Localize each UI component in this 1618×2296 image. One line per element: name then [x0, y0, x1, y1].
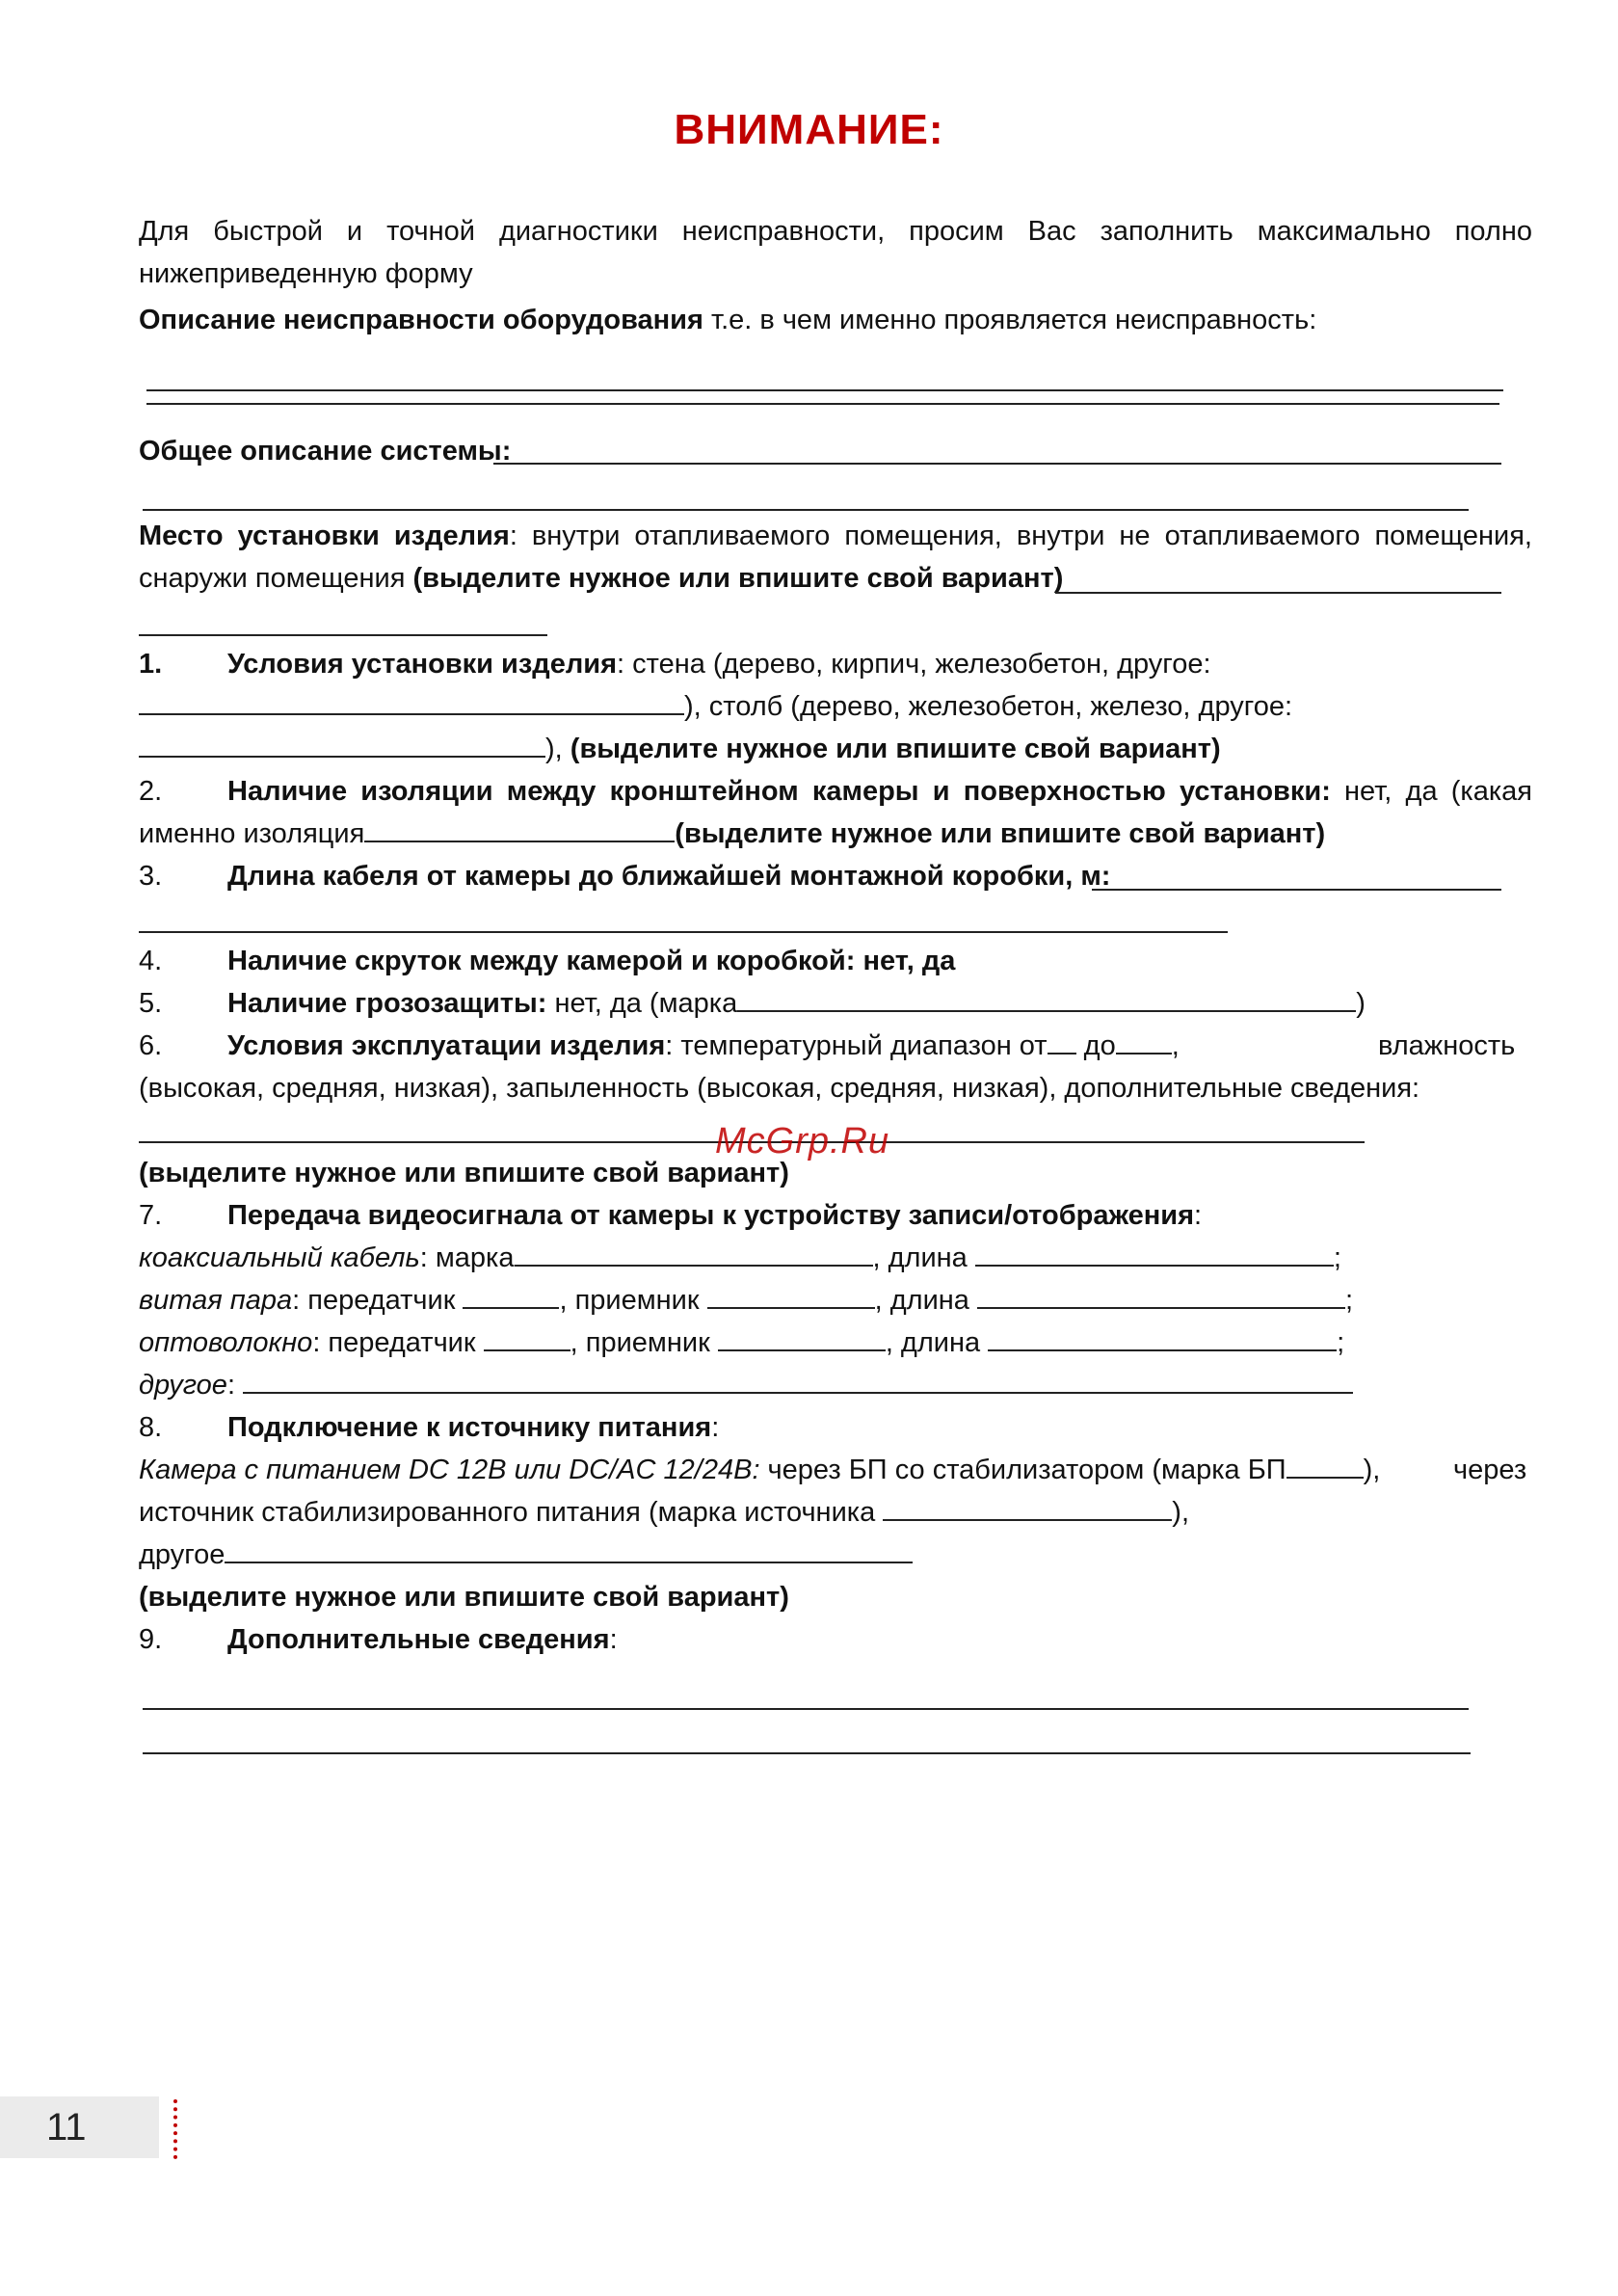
- coax-length-label: , длина: [872, 1242, 975, 1273]
- item-6-line-2: (высокая, средняя, низкая), запыленность (высокая, средняя, низкая), дополнительные сведения:: [139, 1073, 1420, 1104]
- item-7-number: 7.: [139, 1200, 163, 1231]
- fiber-label: оптоволокно: [139, 1327, 313, 1358]
- twisted-transmitter-label: : передатчик: [292, 1285, 464, 1316]
- item-1-text-2: ), столб (дерево, железобетон, железо, другое:: [684, 691, 1293, 722]
- coax-row: [139, 1237, 1341, 1279]
- fiber-length-input[interactable]: [988, 1324, 1337, 1351]
- item-5-text: нет, да (марка: [546, 988, 738, 1019]
- item-4-number: 4.: [139, 946, 163, 976]
- item-5: [139, 982, 1366, 1025]
- fiber-row: [139, 1322, 1344, 1364]
- system-label-text: Общее описание системы:: [139, 436, 512, 467]
- item-8-hint: [139, 1576, 789, 1618]
- item-2: [139, 770, 1532, 813]
- additional-info-line-1[interactable]: [143, 1708, 1469, 1710]
- twisted-pair-label: витая пара: [139, 1285, 293, 1316]
- item-5-number: 5.: [139, 988, 163, 1019]
- fiber-transmitter-input[interactable]: [484, 1324, 570, 1351]
- system-input-line[interactable]: [493, 463, 1501, 465]
- watermark: McGrp.Ru: [715, 1121, 890, 1161]
- pole-other-input[interactable]: [139, 731, 545, 758]
- location-input-line-2[interactable]: [139, 634, 547, 636]
- location-options: : внутри отапливаемого помещения, внутри не отапливаемого помещения,: [509, 521, 1532, 551]
- temp-to-input[interactable]: [1116, 1028, 1172, 1055]
- item-9-colon: :: [609, 1624, 618, 1655]
- location-options-2: снаружи помещения: [139, 563, 413, 594]
- power-other-row: [139, 1534, 913, 1576]
- item-7-label: Передача видеосигнала от камеры к устройству записи/отображения: [227, 1200, 1195, 1231]
- fiber-receiver-input[interactable]: [718, 1324, 886, 1351]
- fiber-semicolon: ;: [1337, 1327, 1345, 1358]
- power-via: через: [1453, 1455, 1527, 1485]
- item-1-line-3: [139, 728, 1221, 770]
- twisted-receiver-label: , приемник: [559, 1285, 707, 1316]
- intro-text: Для быстрой и точной диагностики неисправности, просим Вас заполнить максимально полно: [139, 216, 1532, 247]
- other-transmission-colon: :: [226, 1370, 244, 1401]
- power-source-text: источник стабилизированного питания (марка источника: [139, 1497, 884, 1528]
- fault-input-line-2[interactable]: [146, 403, 1499, 405]
- coax-semicolon: ;: [1333, 1242, 1341, 1273]
- fiber-transmitter-label: : передатчик: [312, 1327, 484, 1358]
- system-input-line-2[interactable]: [143, 509, 1469, 511]
- fault-label: Описание неисправности оборудования: [139, 305, 703, 335]
- item-7: [139, 1194, 1202, 1237]
- source-brand-input[interactable]: [883, 1494, 1172, 1521]
- item-9-label: Дополнительные сведения: [227, 1624, 610, 1655]
- item-6-to: до: [1075, 1030, 1116, 1061]
- other-transmission-row: [139, 1364, 1353, 1406]
- cable-length-input[interactable]: [1092, 889, 1501, 891]
- coax-brand-input[interactable]: [515, 1240, 873, 1267]
- fault-description-prompt: [139, 299, 1316, 341]
- twisted-transmitter-input[interactable]: [463, 1282, 559, 1309]
- fiber-length-label: , длина: [885, 1327, 989, 1358]
- psu-brand-input[interactable]: [1286, 1452, 1364, 1479]
- item-3-label: Длина кабеля от камеры до ближайшей монтажной коробки, м:: [227, 861, 1111, 892]
- location-label: Место установки изделия: [139, 521, 510, 551]
- item-6-label: Условия эксплуатации изделия: [227, 1030, 666, 1061]
- cable-length-input-2[interactable]: [139, 931, 1228, 933]
- location-hint: (выделите нужное или впишите свой вариант): [412, 563, 1064, 594]
- item-2-line-2: [139, 813, 1325, 855]
- power-row-2: [139, 1491, 1189, 1534]
- other-transmission-label: другое: [139, 1370, 227, 1401]
- item-6-hint-text: (выделите нужное или впишите свой вариант): [139, 1158, 789, 1188]
- item-1-text: : стена (дерево, кирпич, железобетон, другое:: [617, 649, 1211, 680]
- additional-info-line-2[interactable]: [143, 1752, 1471, 1754]
- item-2-label: Наличие изоляции между кронштейном камеры и поверхностью установки:: [227, 776, 1331, 807]
- item-8-colon: :: [711, 1412, 720, 1443]
- item-3: [139, 855, 1110, 897]
- item-1-hint: (выделите нужное или впишите свой вариант): [570, 734, 1221, 764]
- lightning-brand-input[interactable]: [737, 985, 1356, 1012]
- item-3-number: 3.: [139, 861, 163, 892]
- item-2-text-2: именно изоляция: [139, 818, 365, 849]
- item-5-close: ): [1356, 988, 1366, 1019]
- item-9-number: 9.: [139, 1624, 163, 1655]
- item-4: [139, 940, 955, 982]
- page-title: ВНИМАНИЕ:: [674, 106, 944, 153]
- power-camera-label: Камера с питанием DC 12В или DC/AC 12/24В:: [139, 1455, 760, 1485]
- item-9: [139, 1618, 618, 1661]
- item-8-label: Подключение к источнику питания: [227, 1412, 712, 1443]
- coax-brand-label: : марка: [419, 1242, 515, 1273]
- location-text: [139, 515, 1532, 557]
- other-transmission-input[interactable]: [243, 1367, 1353, 1394]
- item-8-hint-text: (выделите нужное или впишите свой вариант): [139, 1582, 789, 1613]
- coax-length-input[interactable]: [975, 1240, 1334, 1267]
- item-2-text: нет, да (какая: [1330, 776, 1533, 807]
- fault-input-line-1[interactable]: [146, 389, 1503, 391]
- item-6-hint: [139, 1152, 789, 1194]
- item-1-line-2: [139, 685, 1292, 728]
- intro-text-2: нижеприведенную форму: [139, 258, 473, 289]
- fiber-receiver-label: , приемник: [570, 1327, 718, 1358]
- twisted-receiver-input[interactable]: [707, 1282, 875, 1309]
- item-5-label: Наличие грозозащиты:: [227, 988, 547, 1019]
- insulation-input[interactable]: [364, 815, 675, 842]
- power-other-label: другое: [139, 1539, 225, 1570]
- item-8: [139, 1406, 719, 1449]
- power-row: [139, 1449, 1380, 1491]
- location-input-line[interactable]: [1055, 592, 1501, 594]
- item-4-label: Наличие скруток между камерой и коробкой: нет, да: [227, 946, 956, 976]
- item-8-number: 8.: [139, 1412, 163, 1443]
- item-6-text: : температурный диапазон от: [665, 1030, 1048, 1061]
- item-2-number: 2.: [139, 776, 163, 807]
- page-number: 11: [0, 2096, 159, 2158]
- power-psu-text: через БП со стабилизатором (марка БП: [759, 1455, 1286, 1485]
- twisted-semicolon: ;: [1344, 1285, 1354, 1316]
- system-label: [139, 430, 511, 472]
- item-6-comma: ,: [1171, 1030, 1180, 1061]
- item-1-text-3: ),: [545, 734, 570, 764]
- item-1: [139, 643, 1211, 685]
- item-6-humidity: влажность: [1378, 1030, 1516, 1061]
- fault-text: т.е. в чем именно проявляется неисправность:: [703, 305, 1317, 335]
- twisted-length-input[interactable]: [977, 1282, 1345, 1309]
- wall-other-input[interactable]: [139, 688, 684, 715]
- item-1-label: Условия установки изделия: [227, 649, 618, 680]
- location-text-2: [139, 557, 1063, 600]
- page-dots-decoration: [173, 2099, 177, 2159]
- power-close-2: ),: [1172, 1497, 1189, 1528]
- item-2-hint: (выделите нужное или впишите свой вариант): [675, 818, 1326, 849]
- item-1-number: 1.: [139, 649, 163, 680]
- item-6: [139, 1025, 1180, 1067]
- temp-from-input[interactable]: [1048, 1028, 1076, 1055]
- twisted-length-label: , длина: [874, 1285, 977, 1316]
- twisted-pair-row: [139, 1279, 1353, 1322]
- coax-label: коаксиальный кабель: [139, 1242, 420, 1273]
- item-7-colon: :: [1194, 1200, 1203, 1231]
- power-close: ),: [1363, 1455, 1381, 1485]
- power-other-input[interactable]: [225, 1536, 913, 1563]
- item-6-number: 6.: [139, 1030, 163, 1061]
